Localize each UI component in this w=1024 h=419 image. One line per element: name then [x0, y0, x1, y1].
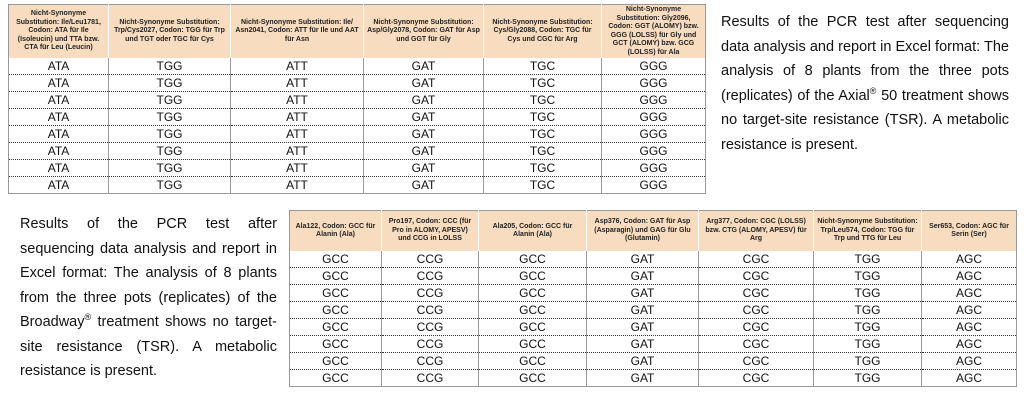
codon-cell: GCC [290, 268, 382, 285]
codon-cell: GAT [587, 268, 699, 285]
registered-mark: ® [869, 85, 877, 96]
codon-cell: GAT [587, 336, 699, 353]
table-row [9, 92, 706, 109]
column-header: Pro197, Codon: CCC (für Pro in ALOMY, APESV) und CCG in LOLSS [382, 211, 479, 252]
codon-cell: GCC [479, 285, 587, 302]
codon-cell: GCC [479, 319, 587, 336]
codon-cell: GCC [479, 353, 587, 370]
codon-cell: ATA [9, 92, 109, 109]
results-paragraph-broadway [20, 212, 277, 384]
codon-cell: ATT [231, 177, 364, 194]
column-header: Nicht-Synonyme Substitution: Trp/Cys2027, Codon: TGG für Trp und TGT oder TGC für Cys [109, 5, 231, 59]
table-row [290, 319, 1017, 336]
codon-cell: ATA [9, 58, 109, 75]
paragraph-text: Results of the PCR test after sequencing data analysis and report in Excel format: The analysis of 8 plants from the three pots (replicates) of the Broadway [20, 216, 277, 330]
codon-cell: ATA [9, 143, 109, 160]
column-header: Nicht-Synonyme Substitution: Trp/Leu574, Codon: TGG für Trp und TTG für Leu [814, 211, 922, 252]
codon-cell: AGC [922, 302, 1017, 319]
table-row [9, 58, 706, 75]
paragraph-text: 50 treatment shows no target-site resistance (TSR). A metabolic resistance is present. [721, 87, 1009, 153]
registered-mark: ® [84, 312, 92, 323]
codon-cell: GCC [290, 336, 382, 353]
codon-cell: GGG [602, 75, 706, 92]
codon-cell: TGG [109, 126, 231, 143]
codon-cell: CCG [382, 319, 479, 336]
results-paragraph-axial [721, 10, 1009, 157]
codon-cell: AGC [922, 319, 1017, 336]
codon-cell: AGC [922, 353, 1017, 370]
column-header: Nicht-Synonyme Substitution: Asp/Gly2078, Codon: GAT für Asp und GGT für Gly [364, 5, 484, 59]
codon-cell: GAT [587, 370, 699, 387]
codon-cell: GGG [602, 126, 706, 143]
codon-cell: TGG [814, 285, 922, 302]
table-row [9, 177, 706, 194]
column-header: Arg377, Codon: CGC (LOLSS) bzw. CTG (ALOMY, APESV) für Arg [699, 211, 814, 252]
codon-cell: GCC [290, 285, 382, 302]
codon-cell: ATT [231, 75, 364, 92]
column-header: Nicht-Synonyme Substitution: Cys/Gly2088, Codon: TGC für Cys und CGC für Arg [484, 5, 602, 59]
codon-cell: TGG [109, 177, 231, 194]
codon-cell: GCC [290, 319, 382, 336]
codon-cell: TGG [109, 160, 231, 177]
codon-cell: TGC [484, 160, 602, 177]
codon-cell: GAT [364, 75, 484, 92]
codon-cell: GAT [364, 58, 484, 75]
table-header-row [290, 211, 1017, 252]
codon-cell: GCC [290, 251, 382, 268]
codon-cell: CCG [382, 285, 479, 302]
codon-cell: GCC [479, 302, 587, 319]
codon-cell: CCG [382, 268, 479, 285]
codon-cell: GGG [602, 58, 706, 75]
codon-cell: TGC [484, 177, 602, 194]
codon-cell: AGC [922, 251, 1017, 268]
table-row [290, 251, 1017, 268]
codon-cell: TGC [484, 143, 602, 160]
codon-cell: ATT [231, 143, 364, 160]
codon-cell: ATA [9, 177, 109, 194]
table-row [290, 336, 1017, 353]
codon-cell: GGG [602, 109, 706, 126]
table-row [290, 302, 1017, 319]
table-row [9, 75, 706, 92]
codon-cell: CGC [699, 319, 814, 336]
codon-cell: ATA [9, 109, 109, 126]
codon-cell: TGG [814, 336, 922, 353]
column-header: Ala122, Codon: GCC für Alanin (Ala) [290, 211, 382, 252]
codon-cell: TGG [814, 251, 922, 268]
column-header: Nicht-Synonyme Substitution: Ile/Leu1781, Codon: ATA für Ile (Isoleucin) und TTA bzw. CTA für Leu (Leucin) [9, 5, 109, 59]
codon-cell: GAT [587, 285, 699, 302]
table-row [9, 109, 706, 126]
codon-cell: GCC [290, 370, 382, 387]
codon-cell: ATT [231, 126, 364, 143]
codon-cell: GAT [364, 109, 484, 126]
codon-cell: GGG [602, 92, 706, 109]
codon-cell: ATA [9, 126, 109, 143]
codon-cell: GAT [587, 319, 699, 336]
column-header: Nicht-Synonyme Substitution: Ile/ Asn2041, Codon: ATT für Ile und AAT für Asn [231, 5, 364, 59]
codon-cell: GCC [290, 353, 382, 370]
codon-cell: GAT [364, 160, 484, 177]
codon-cell: TGG [814, 319, 922, 336]
codon-cell: TGG [814, 302, 922, 319]
codon-cell: CCG [382, 251, 479, 268]
column-header: Ser653, Codon: AGC für Serin (Ser) [922, 211, 1017, 252]
codon-cell: TGG [109, 58, 231, 75]
codon-cell: TGC [484, 109, 602, 126]
codon-cell: TGG [109, 143, 231, 160]
paragraph-text: treatment shows no target-site resistance (TSR). A metabolic resistance is present. [20, 314, 277, 379]
codon-cell: GAT [587, 251, 699, 268]
codon-cell: TGC [484, 58, 602, 75]
table-row [9, 160, 706, 177]
codon-cell: CGC [699, 251, 814, 268]
codon-cell: CCG [382, 336, 479, 353]
codon-cell: AGC [922, 336, 1017, 353]
codon-cell: CGC [699, 302, 814, 319]
codon-cell: TGC [484, 126, 602, 143]
codon-cell: GAT [364, 92, 484, 109]
codon-cell: GCC [479, 251, 587, 268]
codon-cell: CCG [382, 370, 479, 387]
table-row [290, 285, 1017, 302]
column-header: Nicht-Synonyme Substitution: Gly2096, Codon: GGT (ALOMY) bzw. GGG (LOLSS) für Gly und GCT (ALOMY) bzw. GCG (LOLSS) für Ala [602, 5, 706, 59]
codon-cell: AGC [922, 370, 1017, 387]
codon-cell: TGG [814, 268, 922, 285]
table-row [9, 143, 706, 160]
codon-cell: GGG [602, 177, 706, 194]
codon-cell: CGC [699, 353, 814, 370]
codon-cell: AGC [922, 268, 1017, 285]
codon-cell: AGC [922, 285, 1017, 302]
codon-cell: ATA [9, 75, 109, 92]
codon-cell: CGC [699, 370, 814, 387]
table-row [290, 268, 1017, 285]
codon-cell: ATA [9, 160, 109, 177]
codon-cell: CCG [382, 302, 479, 319]
table-row [290, 370, 1017, 387]
codon-cell: ATT [231, 160, 364, 177]
column-header: Ala205, Codon: GCC für Alanin (Ala) [479, 211, 587, 252]
pcr-results-table-broadway [289, 210, 1017, 387]
codon-cell: TGC [484, 75, 602, 92]
codon-cell: GGG [602, 160, 706, 177]
codon-cell: GCC [479, 336, 587, 353]
codon-cell: GAT [364, 177, 484, 194]
column-header: Asp376, Codon: GAT für Asp (Asparagin) und GAG für Glu (Glutamin) [587, 211, 699, 252]
codon-cell: ATT [231, 109, 364, 126]
paragraph-text: Results of the PCR test after sequencing data analysis and report in Excel format: The analysis of 8 plants from the three pots (replicates) of the Axial [721, 14, 1009, 104]
codon-cell: CGC [699, 285, 814, 302]
codon-cell: TGG [109, 75, 231, 92]
codon-cell: GCC [479, 370, 587, 387]
codon-cell: ATT [231, 58, 364, 75]
table-header-row [9, 5, 706, 59]
table-row [290, 353, 1017, 370]
codon-cell: GCC [290, 302, 382, 319]
codon-cell: GAT [587, 302, 699, 319]
codon-cell: CGC [699, 336, 814, 353]
codon-cell: GAT [364, 126, 484, 143]
codon-cell: TGG [109, 92, 231, 109]
codon-cell: GAT [587, 353, 699, 370]
codon-cell: GGG [602, 143, 706, 160]
codon-cell: TGG [814, 353, 922, 370]
codon-cell: TGC [484, 92, 602, 109]
codon-cell: ATT [231, 92, 364, 109]
codon-cell: CCG [382, 353, 479, 370]
codon-cell: TGG [814, 370, 922, 387]
table-row [9, 126, 706, 143]
pcr-results-table-axial [8, 4, 706, 194]
codon-cell: TGG [109, 109, 231, 126]
codon-cell: GAT [364, 143, 484, 160]
codon-cell: GCC [479, 268, 587, 285]
codon-cell: CGC [699, 268, 814, 285]
